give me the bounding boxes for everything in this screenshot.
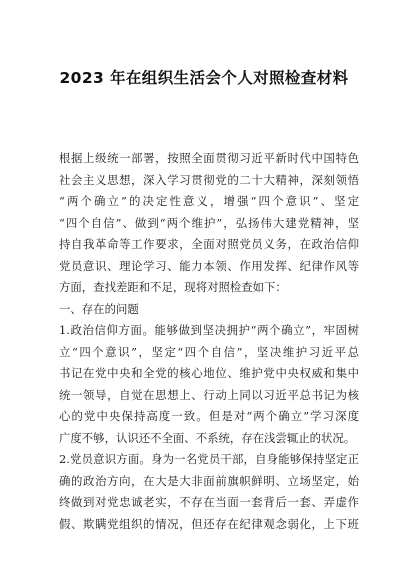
item-line: 立“四个意识”，坚定“四个自信”，坚决维护习近平总: [59, 344, 359, 359]
item-paragraph-political-belief: [59, 320, 359, 449]
item-line: 终做到对党忠诚老实，不存在当面一套背后一套、弄虚作: [59, 495, 359, 509]
section-heading: 一、存在的问题: [59, 301, 139, 316]
intro-line: “四个自信”、做到“两个维护”，弘扬伟大建党精神，坚: [59, 215, 359, 230]
intro-line: 根据上级统一部署，按照全面贯彻习近平新时代中国特色: [59, 151, 359, 165]
document-body: [59, 148, 359, 535]
item-line: 书记在党中央和全党的核心地位、维护党中央权威和集中: [59, 366, 359, 380]
item-line: 1.政治信仰方面。能够做到坚决拥护“两个确立”，牢固树: [59, 323, 359, 337]
intro-line: 方面，查找差距和不足，现将对照检查如下：: [59, 280, 287, 294]
document-title: 2023 年在组织生活会个人对照检查材料: [59, 69, 349, 87]
intro-line: “两个确立”的决定性意义，增强“四个意识”、坚定: [59, 194, 359, 208]
item-line: 广度不够，认识还不全面、不系统，存在浅尝辄止的状况。: [59, 430, 356, 445]
item-line: 2.党员意识方面。身为一名党员干部，自身能够保持坚定正: [59, 452, 359, 466]
item-line: 确的政治方向，在大是大非面前旗帜鲜明、立场坚定，始: [59, 473, 359, 488]
intro-paragraph: [59, 148, 359, 299]
intro-line: 社会主义思想，深入学习贯彻党的二十大精神，深刻领悟: [59, 172, 359, 187]
item-paragraph-party-awareness: [59, 449, 359, 535]
item-line: 假、欺瞒党组织的情况，但还存在纪律观念弱化，上下班: [59, 516, 359, 531]
intro-line: 党员意识、理论学习、能力本领、作用发挥、纪律作风等: [59, 258, 359, 273]
intro-line: 持自我革命等工作要求，全面对照党员义务，在政治信仰: [59, 237, 359, 251]
item-line: 统一领导，自觉在思想上、行动上同以习近平总书记为核: [59, 387, 359, 402]
item-line: 心的党中央保持高度一致。但是对“两个确立”学习深度: [59, 409, 359, 423]
